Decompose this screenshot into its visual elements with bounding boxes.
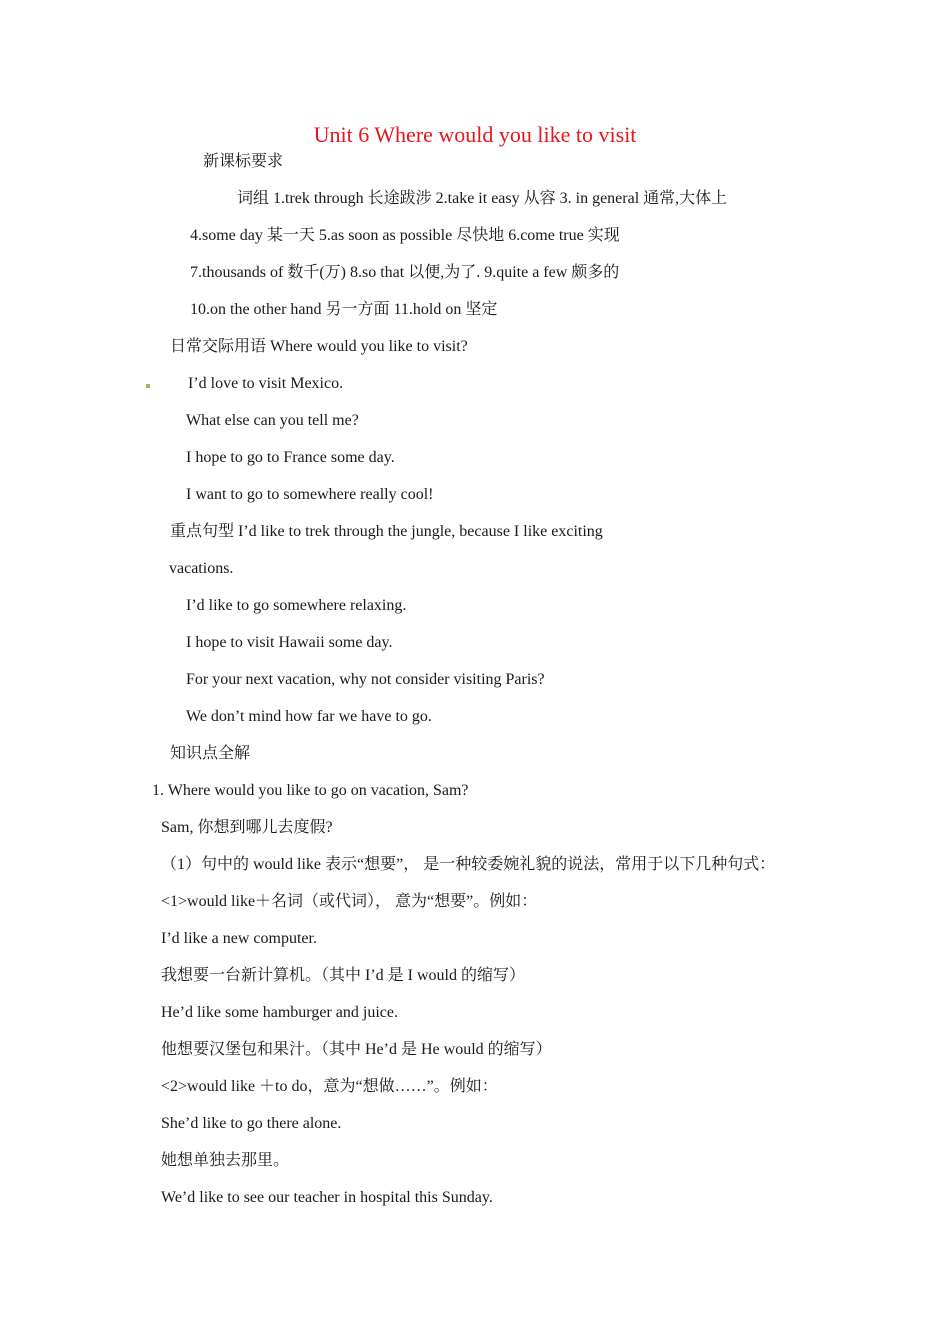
list-bullet-marker bbox=[146, 384, 150, 388]
text-line: 新课标要求 bbox=[203, 153, 284, 170]
text-line: （1）句中的 would like 表示“想要”， 是一种较委婉礼貌的说法，常用于以下几种句式： bbox=[161, 856, 776, 873]
text-line: 1. Where would you like to go on vacation, Sam? bbox=[152, 782, 469, 799]
text-line: I’d like to go somewhere relaxing. bbox=[186, 597, 407, 614]
text-line: 她想单独去那里。 bbox=[161, 1152, 290, 1169]
text-line: 重点句型 I’d like to trek through the jungle, because I like exciting bbox=[170, 523, 603, 540]
text-line: Sam, 你想到哪儿去度假? bbox=[161, 819, 333, 836]
text-line: 我想要一台新计算机。（其中 I’d 是 I would 的缩写） bbox=[161, 967, 525, 984]
text-line: I’d love to visit Mexico. bbox=[188, 375, 344, 392]
text-line: She’d like to go there alone. bbox=[161, 1115, 342, 1132]
text-line: 知识点全解 bbox=[170, 745, 251, 762]
text-line: We don’t mind how far we have to go. bbox=[186, 708, 432, 725]
text-line: I hope to go to France some day. bbox=[186, 449, 395, 466]
text-line: 4.some day 某一天 5.as soon as possible 尽快地 6.come true 实现 bbox=[190, 227, 620, 244]
text-line: <2>would like ＋to do，意为“想做……”。例如： bbox=[161, 1078, 498, 1095]
text-line: 日常交际用语 Where would you like to visit? bbox=[170, 338, 468, 355]
text-line: 词组 1.trek through 长途跋涉 2.take it easy 从容 3. in general 通常,大体上 bbox=[237, 190, 728, 207]
document-title: Unit 6 Where would you like to visit bbox=[313, 122, 637, 147]
text-line: I’d like a new computer. bbox=[161, 930, 317, 947]
text-line: We’d like to see our teacher in hospital this Sunday. bbox=[161, 1189, 493, 1206]
text-line: <1>would like＋名词（或代词）， 意为“想要”。例如： bbox=[161, 893, 538, 910]
text-line: 7.thousands of 数千(万) 8.so that 以便,为了. 9.quite a few 颇多的 bbox=[190, 264, 620, 281]
text-line: He’d like some hamburger and juice. bbox=[161, 1004, 398, 1021]
text-line: I hope to visit Hawaii some day. bbox=[186, 634, 393, 651]
text-line: I want to go to somewhere really cool! bbox=[186, 486, 434, 503]
text-line: For your next vacation, why not consider visiting Paris? bbox=[186, 671, 545, 688]
text-line: 他想要汉堡包和果汁。（其中 He’d 是 He would 的缩写） bbox=[161, 1041, 552, 1058]
text-line: vacations. bbox=[169, 560, 234, 577]
text-line: 10.on the other hand 另一方面 11.hold on 坚定 bbox=[190, 301, 498, 318]
text-line: What else can you tell me? bbox=[186, 412, 359, 429]
